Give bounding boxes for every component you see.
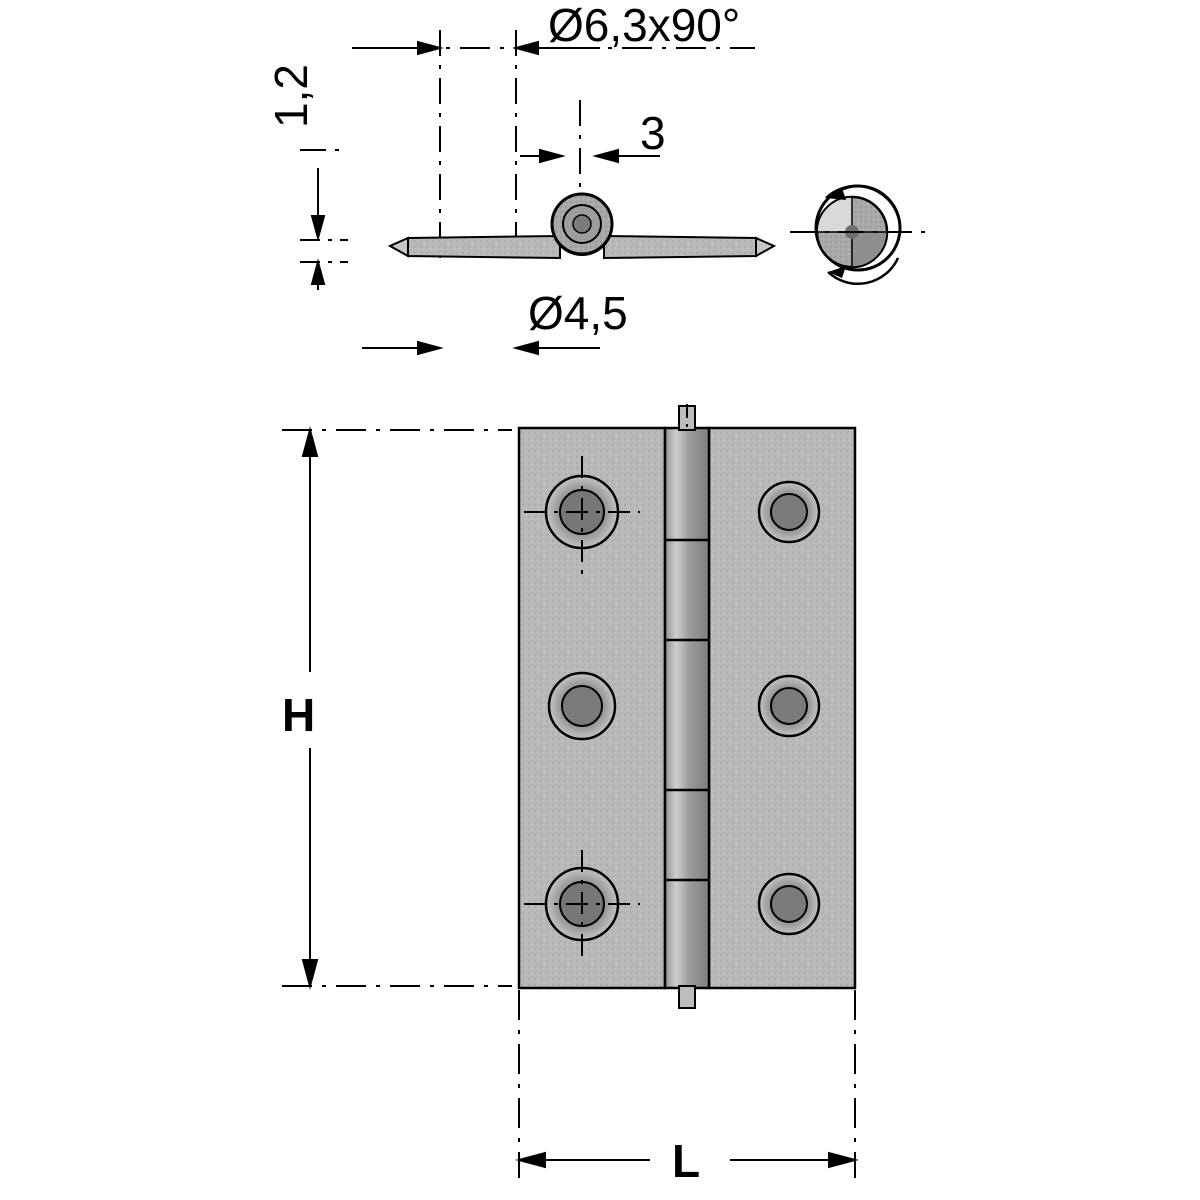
dimension-H xyxy=(282,430,512,986)
dimension-label-height: H xyxy=(282,689,316,741)
pin-end-view xyxy=(790,186,930,284)
dimension-label-thickness: 1,2 xyxy=(265,64,317,128)
dimension-label-length: L xyxy=(672,1135,701,1187)
dimension-label-hole-diameter: Ø4,5 xyxy=(528,287,628,339)
dimension-label-pin-offset: 3 xyxy=(640,107,666,159)
knuckle-section xyxy=(552,194,612,255)
dimension-label-countersink: Ø6,3x90° xyxy=(548,0,741,51)
front-plan-view xyxy=(282,404,855,1178)
